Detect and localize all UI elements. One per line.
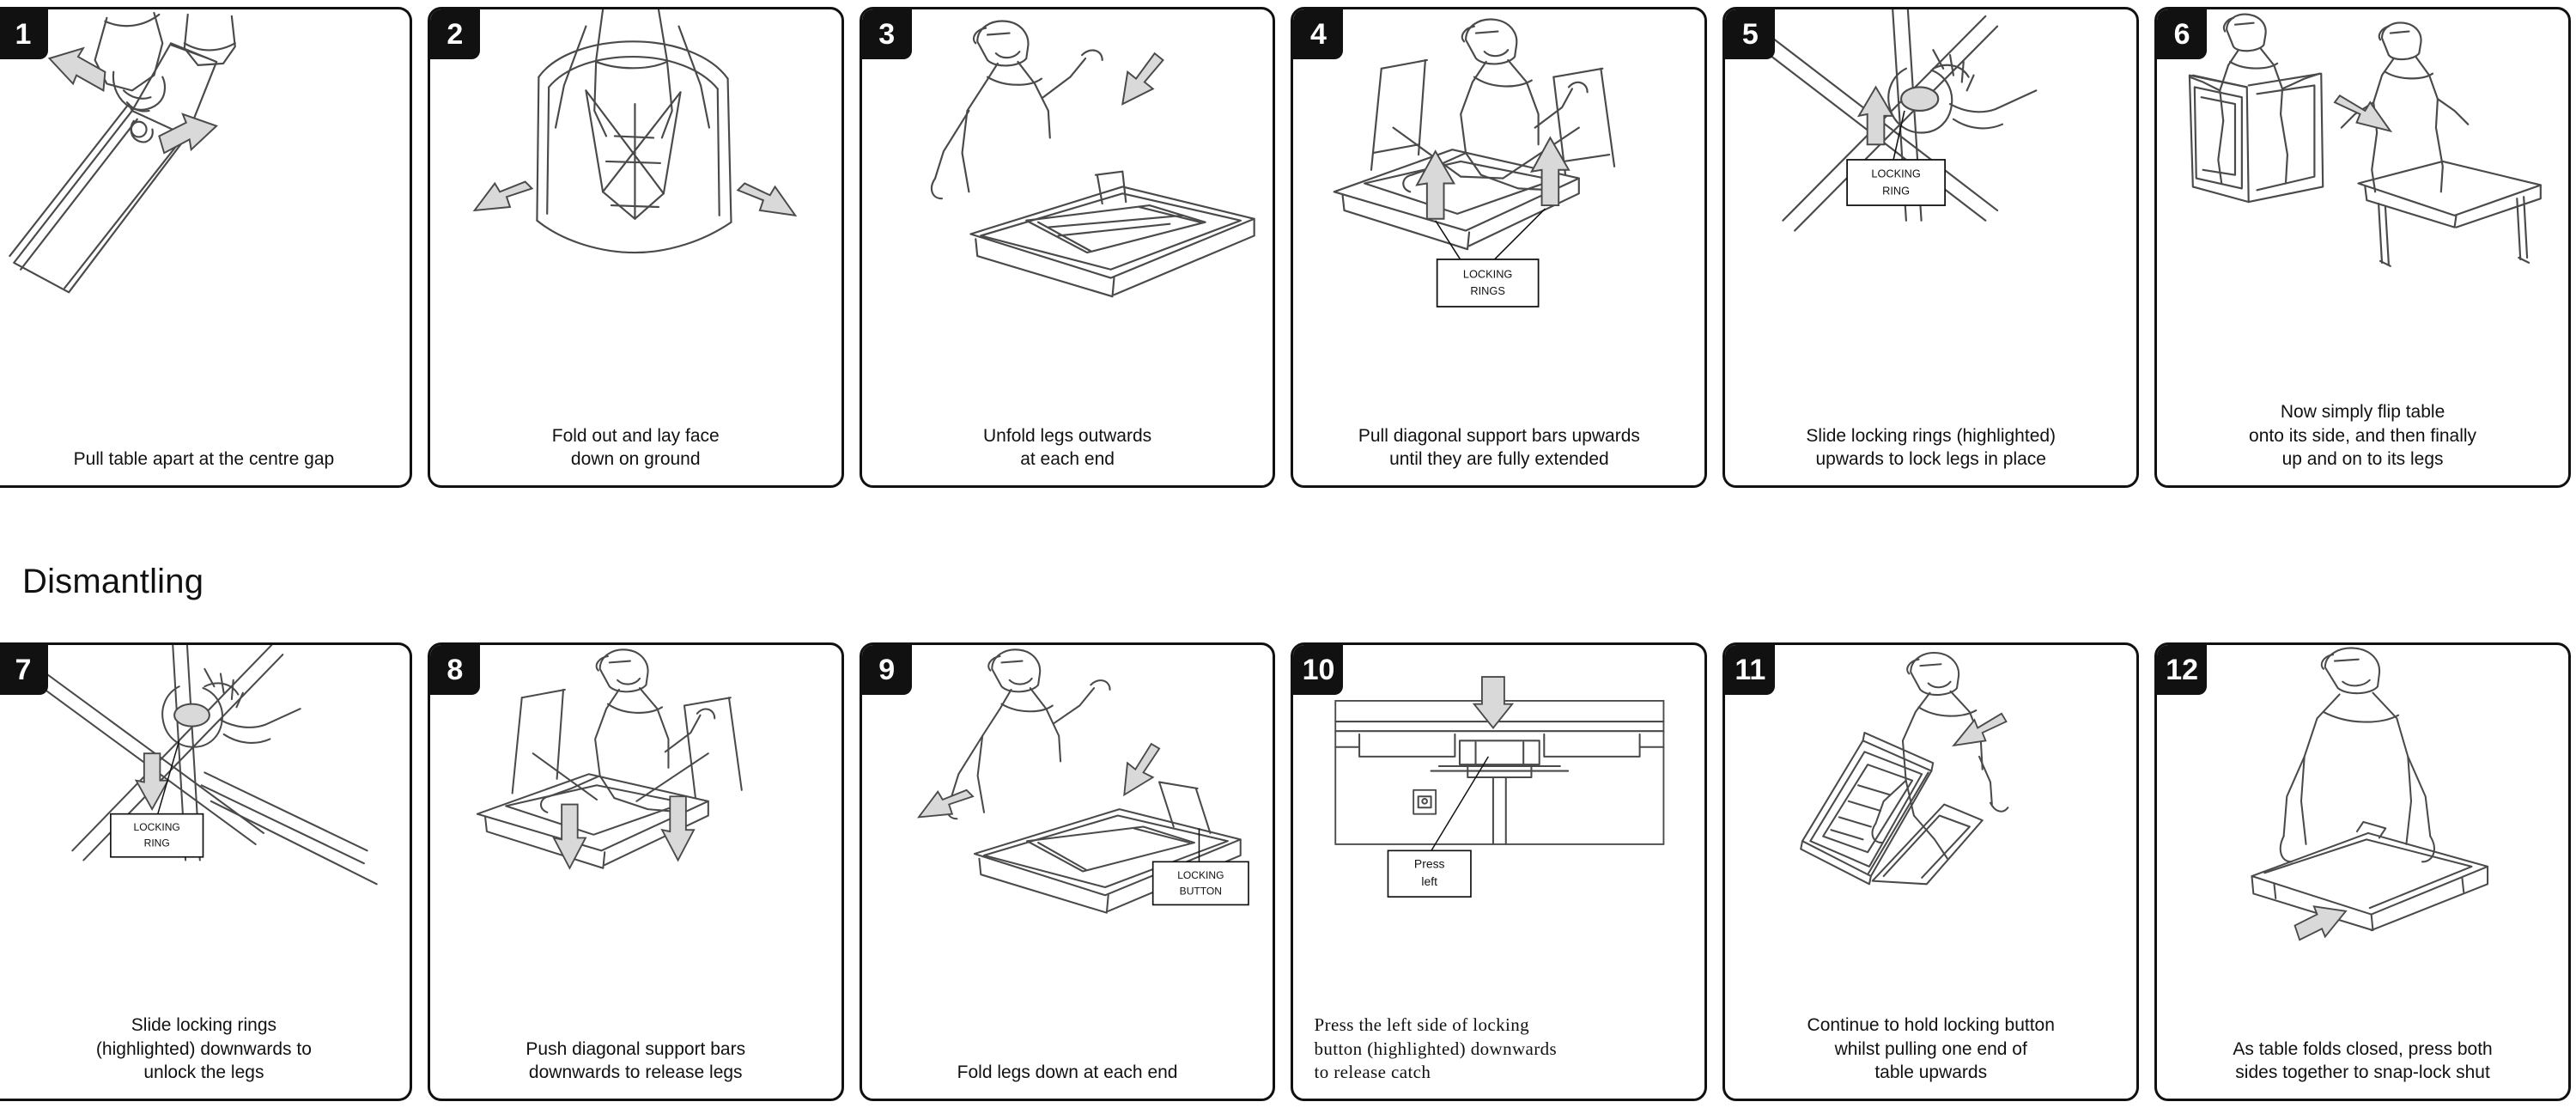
caption-line: Slide locking rings (highlighted) [1806, 425, 2057, 446]
callout-label: LOCKING [133, 821, 180, 834]
caption-line: Pull diagonal support bars upwards [1358, 425, 1640, 446]
caption-line: Slide locking rings [131, 1014, 277, 1035]
step-number-badge: 9 [862, 645, 912, 695]
assembly-row [0, 7, 2576, 488]
step-illustration-8 [430, 645, 841, 1020]
caption-line: Unfold legs outwards [983, 425, 1152, 446]
caption-line: (highlighted) downwards to [95, 1038, 312, 1059]
step-caption-6 [2157, 400, 2568, 485]
step-caption-9 [862, 1025, 1273, 1099]
step-panel-11 [1722, 642, 2139, 1101]
caption-line: As table folds closed, press both [2233, 1038, 2493, 1059]
step-illustration-2 [430, 9, 841, 406]
caption-line: to release catch [1314, 1062, 1431, 1083]
step-number-badge: 3 [862, 9, 912, 59]
callout-label: RING [1882, 184, 1911, 198]
caption-line: button (highlighted) downwards [1314, 1038, 1558, 1059]
step-illustration-1 [0, 9, 410, 406]
callout-label: LOCKING [1176, 868, 1224, 881]
caption-line: onto its side, and then finally [2249, 425, 2477, 446]
step-caption-4 [1293, 411, 1704, 485]
step-panel-9 [860, 642, 1276, 1101]
step-panel-10 [1291, 642, 1707, 1101]
step-number-badge: 10 [1293, 645, 1343, 695]
step-caption-3 [862, 411, 1273, 485]
caption-line: Push diagonal support bars [526, 1038, 746, 1059]
caption-line: Now simply flip table [2280, 401, 2445, 422]
section-heading-dismantling: Dismantling [22, 563, 204, 600]
step-panel-1 [0, 7, 412, 488]
step-illustration-6 [2157, 9, 2568, 406]
caption-line: Fold legs down at each end [957, 1062, 1178, 1083]
step-number-badge: 8 [430, 645, 480, 695]
step-caption-12 [2157, 1025, 2568, 1099]
step-illustration-5 [1725, 9, 2136, 406]
step-number-badge: 6 [2157, 9, 2207, 59]
step-illustration-12 [2157, 645, 2568, 1020]
step-panel-7 [0, 642, 412, 1101]
step-illustration-3 [862, 9, 1273, 406]
caption-line: downwards to release legs [528, 1062, 743, 1083]
caption-line: Pull table apart at the centre gap [73, 449, 335, 470]
step-caption-2 [430, 411, 841, 485]
caption-line: unlock the legs [143, 1062, 264, 1083]
step-number-badge: 4 [1293, 9, 1343, 59]
step-number-badge: 5 [1725, 9, 1775, 59]
step-panel-5 [1722, 7, 2139, 488]
caption-line: Continue to hold locking button [1807, 1014, 2055, 1035]
step-caption-5 [1725, 411, 2136, 485]
caption-line: sides together to snap-lock shut [2235, 1062, 2490, 1083]
caption-line: upwards to lock legs in place [1815, 449, 2046, 470]
step-illustration-4 [1293, 9, 1704, 406]
callout-label: RING [143, 837, 170, 849]
step-caption-7 [0, 1014, 410, 1099]
step-panel-2 [428, 7, 844, 488]
callout-label: LOCKING [1463, 267, 1513, 281]
step-illustration-11 [1725, 645, 2136, 1020]
caption-line: up and on to its legs [2281, 449, 2444, 470]
callout-label: BUTTON [1179, 885, 1222, 898]
step-illustration-9 [862, 645, 1273, 1020]
step-number-badge: 1 [0, 9, 48, 59]
step-caption-8 [430, 1025, 841, 1099]
step-panel-12 [2154, 642, 2571, 1101]
step-panel-8 [428, 642, 844, 1101]
step-illustration-7 [0, 645, 410, 1020]
callout-label: RINGS [1470, 284, 1506, 298]
step-number-badge: 7 [0, 645, 48, 695]
dismantling-row [0, 642, 2576, 1101]
callout-label: left [1421, 874, 1438, 889]
step-caption-1 [0, 411, 410, 485]
caption-line: Press the left side of locking [1314, 1014, 1530, 1035]
step-panel-4 [1291, 7, 1707, 488]
caption-line: whilst pulling one end of [1834, 1038, 2027, 1059]
caption-line: until they are fully extended [1389, 449, 1609, 470]
caption-line: down on ground [570, 449, 701, 470]
step-number-badge: 12 [2157, 645, 2207, 695]
step-caption-10 [1293, 1014, 1704, 1099]
caption-line: at each end [1020, 449, 1115, 470]
step-panel-3 [860, 7, 1276, 488]
callout-label: Press [1414, 856, 1445, 871]
step-caption-11 [1725, 1014, 2136, 1099]
step-number-badge: 11 [1725, 645, 1775, 695]
step-panel-6 [2154, 7, 2571, 488]
caption-line: table upwards [1874, 1062, 1988, 1083]
step-illustration-10 [1293, 645, 1704, 1020]
callout-label: LOCKING [1871, 167, 1922, 180]
caption-line: Fold out and lay face [551, 425, 720, 446]
step-number-badge: 2 [430, 9, 480, 59]
